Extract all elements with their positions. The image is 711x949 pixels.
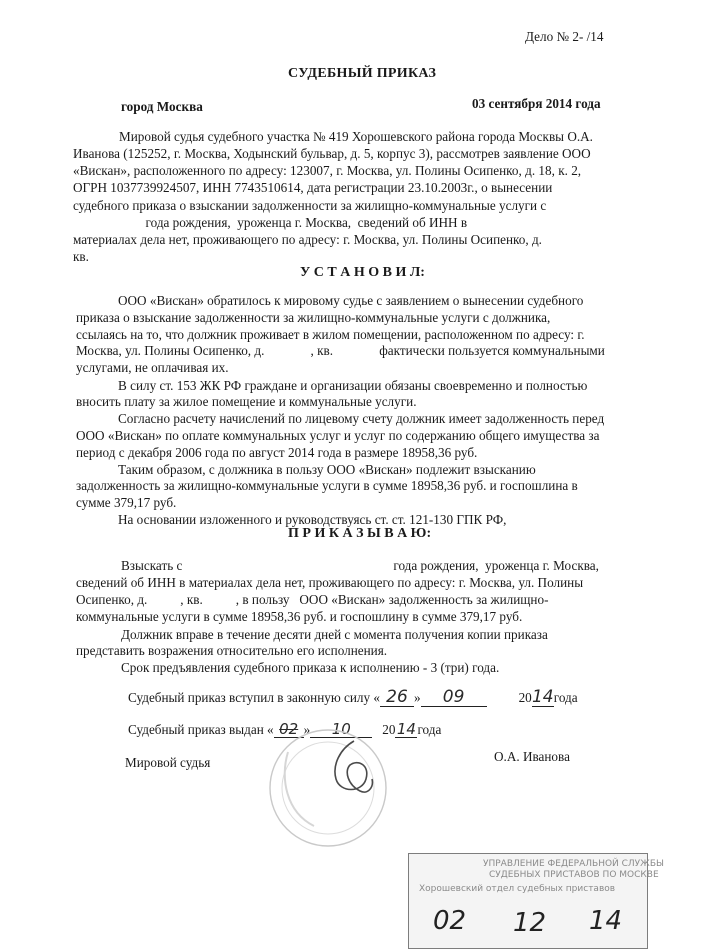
document-date: 03 сентября 2014 года <box>472 96 601 111</box>
issued-year-prefix: 20 <box>382 722 396 737</box>
established-line: услугами, не оплачивая их. <box>76 360 229 375</box>
issued-day: 02 <box>274 721 304 738</box>
established-line: задолженность за жилищно-коммунальные услуги в сумме 18958,36 руб. и госпошлина в <box>76 478 578 493</box>
intro-line: ОГРН 1037739924507, ИНН 7743510614, дата регистрации 23.10.2003г., о вынесении <box>73 180 553 195</box>
established-line: Согласно расчету начислений по лицевому счету должник имеет задолженность перед <box>118 411 605 426</box>
established-line: приказа о взыскание задолженности за жилищно-коммунальные услуги с должника, <box>76 310 551 325</box>
established-line: период с декабря 2006 года по август 2014 года в размере 18958,36 руб. <box>76 445 478 460</box>
stamp-date-year: 14 <box>589 906 623 936</box>
established-line: Таким образом, с должника в пользу ООО «Вискан» подлежит взысканию <box>118 462 536 477</box>
entry-force-suffix: года <box>553 690 578 705</box>
entry-force-month: 09 <box>421 688 487 707</box>
established-line: На основании изложенного и руководствуясь ст. ст. 121-130 ГПК РФ, <box>118 512 507 527</box>
stamp-line-2: СУДЕБНЫХ ПРИСТАВОВ ПО МОСКВЕ <box>489 870 659 880</box>
order-line: коммунальные услуги в сумме 18958,36 руб. и госпошлину в сумме 379,17 руб. <box>76 609 523 624</box>
page-title: СУДЕБНЫЙ ПРИКАЗ <box>288 66 437 81</box>
established-line: вносить плату за жилое помещение и коммунальные услуги. <box>76 394 417 409</box>
intro-line: судебного приказа о взыскании задолженности за жилищно-коммунальные услуги с <box>73 198 547 213</box>
order-line: Срок предъявления судебного приказа к исполнению - 3 (три) года. <box>121 660 500 675</box>
established-line: В силу ст. 153 ЖК РФ граждане и организации обязаны своевременно и полностью <box>118 378 588 393</box>
issued-prefix: Судебный приказ выдан « <box>128 722 274 737</box>
order-line: Осипенко, д. , кв. , в пользу ООО «Вискан» задолженность за жилищно- <box>76 592 549 607</box>
intro-line: кв. <box>73 249 89 264</box>
order-heading: П Р И К А З Ы В А Ю: <box>288 526 432 541</box>
bailiff-stamp <box>408 853 664 949</box>
case-number: Дело № 2- /14 <box>525 29 604 44</box>
entry-force-day: 26 <box>380 688 414 707</box>
court-seal-icon <box>210 708 430 848</box>
issued-line: Судебный приказ выдан « 02 » 10 2014года <box>128 720 442 738</box>
order-line: Должник вправе в течение десяти дней с момента получения копии приказа <box>121 627 548 642</box>
established-line: сумме 379,17 руб. <box>76 495 177 510</box>
city: город Москва <box>121 99 203 114</box>
issued-year: 14 <box>396 720 416 738</box>
stamp-date-day: 02 <box>433 906 467 936</box>
intro-line: Мировой судья судебного участка № 419 Хорошевского района города Москвы О.А. <box>119 129 593 144</box>
stamp-date-month: 12 <box>513 908 547 938</box>
established-line: ООО «Вискан» обратилось к мировому судье с заявлением о вынесении судебного <box>118 293 584 308</box>
signature-scribble-icon <box>322 735 382 805</box>
issued-month: 10 <box>310 721 372 738</box>
order-line: представить возражения относительно его исполнения. <box>76 643 388 658</box>
entry-force-year: 14 <box>531 687 554 707</box>
issued-suffix: года <box>417 722 442 737</box>
stamp-line-3: Хорошевский отдел судебных приставов <box>419 884 616 894</box>
judge-name: О.А. Иванова <box>494 749 570 764</box>
intro-line: «Вискан», расположенного по адресу: 123007, г. Москва, ул. Полины Осипенко, д. 18, к. 2, <box>73 163 582 178</box>
entry-force-prefix: Судебный приказ вступил в законную силу « <box>128 690 380 705</box>
established-line: ООО «Вискан» по оплате коммунальных услуг и услуг по содержанию общего имущества за <box>76 428 600 443</box>
established-heading: У С Т А Н О В И Л: <box>300 265 425 280</box>
intro-line: года рождения, уроженца г. Москва, сведений об ИНН в <box>73 215 468 230</box>
order-line: сведений об ИНН в материалах дела нет, проживающего по адресу: г. Москва, ул. Полины <box>76 575 584 590</box>
entry-force-line: Судебный приказ вступил в законную силу « 26 » 09 2014года <box>128 687 578 707</box>
established-line: ссылаясь на то, что должник проживает в жилом помещении, расположенном по адресу: г. <box>76 327 585 342</box>
intro-line: Иванова (125252, г. Москва, Ходынский бульвар, д. 5, корпус 3), рассмотрев заявление ООО <box>73 146 591 161</box>
intro-line: материалах дела нет, проживающего по адресу: г. Москва, ул. Полины Осипенко, д. <box>73 232 542 247</box>
stamp-line-1: УПРАВЛЕНИЕ ФЕДЕРАЛЬНОЙ СЛУЖБЫ <box>483 859 664 869</box>
judge-label: Мировой судья <box>125 755 211 770</box>
entry-force-year-prefix: 20 <box>518 690 532 705</box>
established-line: Москва, ул. Полины Осипенко, д. , кв. фактически пользуется коммунальными <box>76 343 605 358</box>
order-line: Взыскать с года рождения, уроженца г. Москва, <box>121 558 599 573</box>
